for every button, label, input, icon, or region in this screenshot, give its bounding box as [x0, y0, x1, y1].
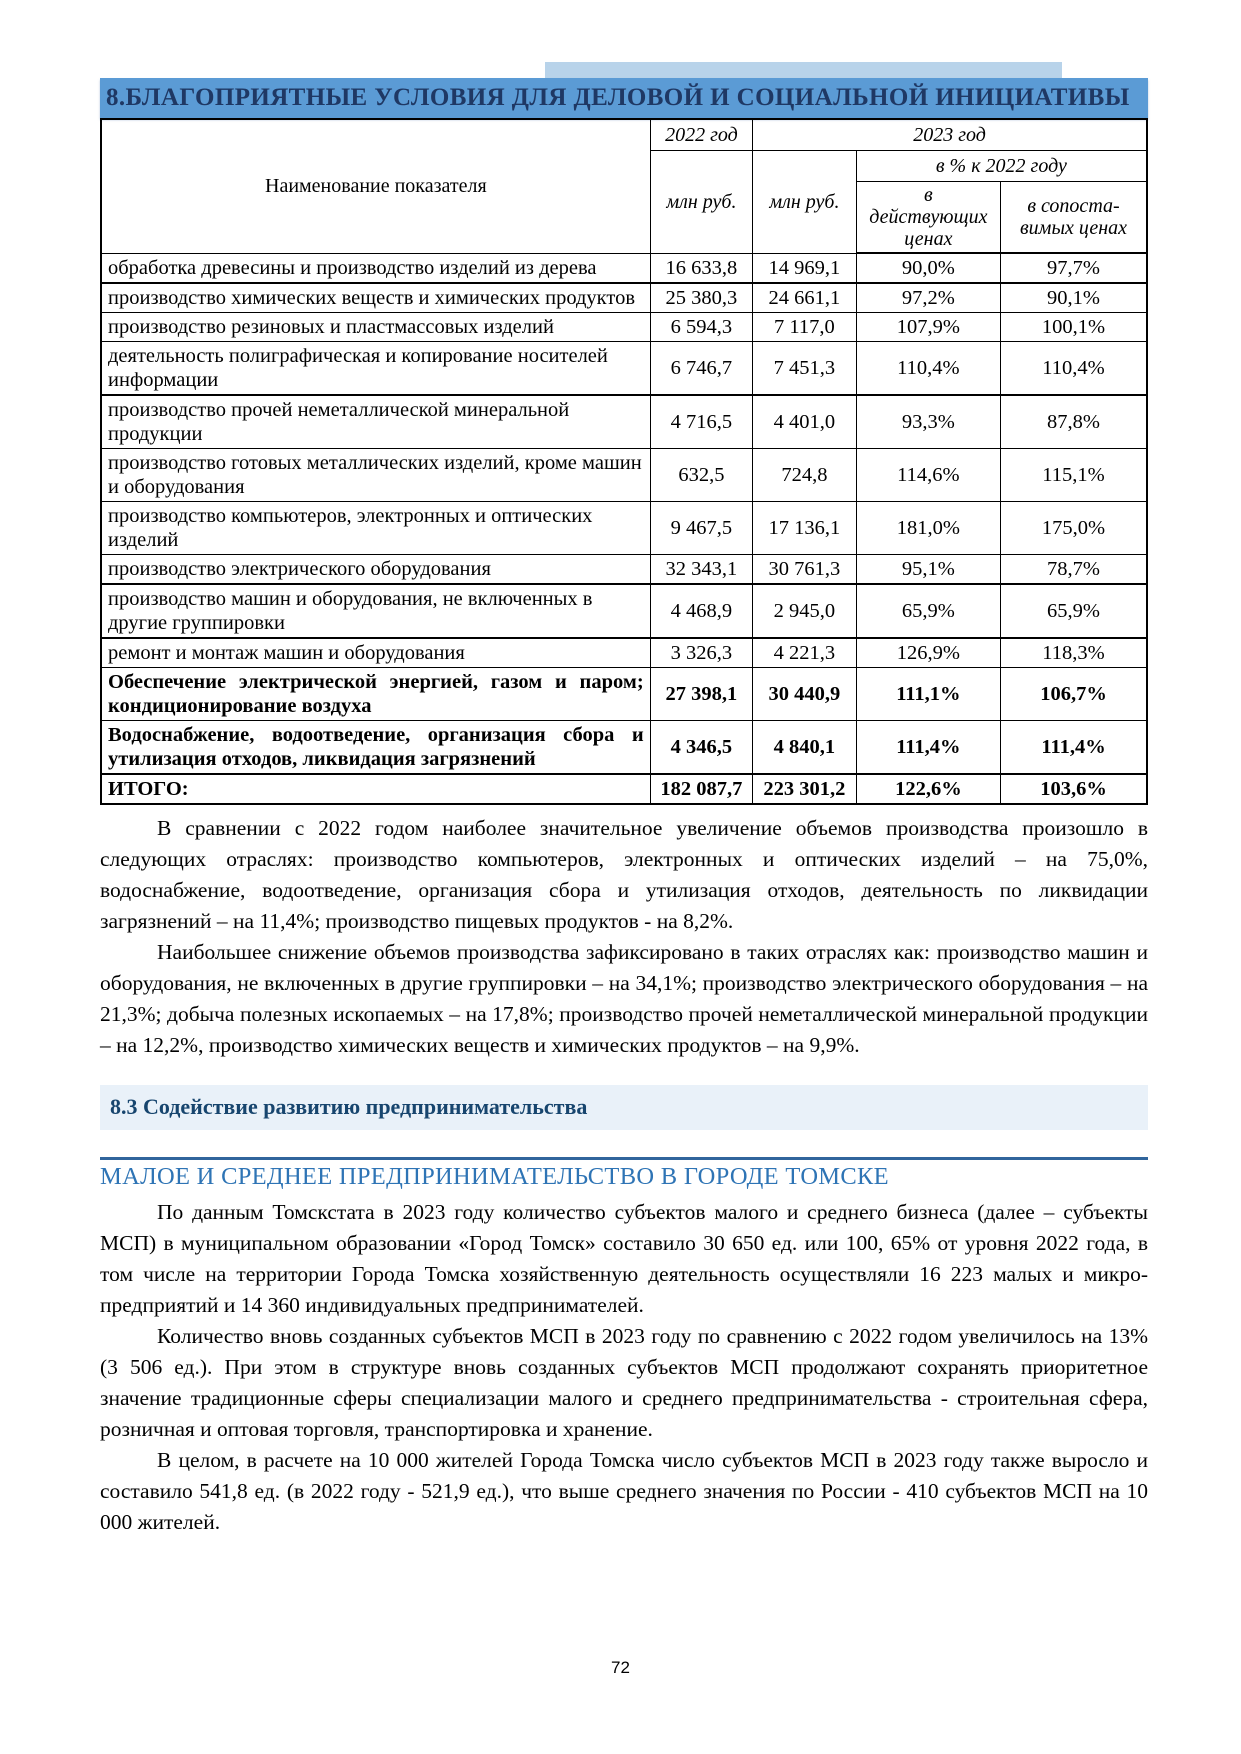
- cell-2022-mln-rub: 6 594,3: [650, 313, 753, 342]
- cell-pct-comparable-prices: 100,1%: [1001, 313, 1147, 342]
- cell-pct-comparable-prices: 65,9%: [1001, 584, 1147, 638]
- chapter-heading: 8.БЛАГОПРИЯТНЫЕ УСЛОВИЯ ДЛЯ ДЕЛОВОЙ И СОЦИАЛЬНОЙ ИНИЦИАТИВЫ: [100, 78, 1148, 118]
- cell-2023-mln-rub: 724,8: [753, 449, 857, 502]
- cell-2023-mln-rub: 24 661,1: [753, 283, 857, 313]
- table-row: [101, 555, 1147, 585]
- table-row: [101, 395, 1147, 449]
- indicators-table: [100, 118, 1148, 805]
- cell-2022-mln-rub: 6 746,7: [650, 342, 753, 396]
- cell-pct-comparable-prices: 110,4%: [1001, 342, 1147, 396]
- cell-indicator-name: Обеспечение электрической энергией, газом и паром; кондиционирование воздуха: [101, 668, 650, 721]
- cell-2023-mln-rub: 17 136,1: [753, 502, 857, 555]
- cell-indicator-name: производство компьютеров, электронных и оптических изделий: [101, 502, 650, 555]
- col-header-name: Наименование показателя: [101, 119, 650, 253]
- table-row: [101, 638, 1147, 668]
- cell-2022-mln-rub: 182 087,7: [650, 774, 753, 804]
- cell-2023-mln-rub: 4 221,3: [753, 638, 857, 668]
- cell-pct-comparable-prices: 97,7%: [1001, 253, 1147, 283]
- table-header: [101, 119, 1147, 253]
- cell-2022-mln-rub: 9 467,5: [650, 502, 753, 555]
- cell-pct-current-prices: 111,1%: [856, 668, 1000, 721]
- cell-pct-comparable-prices: 90,1%: [1001, 283, 1147, 313]
- cell-pct-current-prices: 126,9%: [856, 638, 1000, 668]
- page-number: 72: [611, 1658, 630, 1677]
- paragraph-sme-count: По данным Томскстата в 2023 году количество субъектов малого и среднего бизнеса (далее – субъекты МСП) в муниципальном образовании «Город Томск» составило 30 650 ед. или 100, 65% от уровня 2022 года, в том числе на территории Города Томска хозяйственную деятельность осуществляли 16 223 малых и микро- предприятий и 14 360 индивидуальных предпринимателей.: [100, 1200, 1148, 1317]
- cell-indicator-name: ИТОГО:: [101, 774, 650, 804]
- cell-pct-comparable-prices: 115,1%: [1001, 449, 1147, 502]
- cell-indicator-name: производство резиновых и пластмассовых изделий: [101, 313, 650, 342]
- cell-2022-mln-rub: 3 326,3: [650, 638, 753, 668]
- col-header-year-2023: 2023 год: [753, 119, 1147, 151]
- table-row: [101, 449, 1147, 502]
- cell-indicator-name: деятельность полиграфическая и копирование носителей информации: [101, 342, 650, 396]
- cell-2023-mln-rub: 30 761,3: [753, 555, 857, 585]
- cell-pct-current-prices: 90,0%: [856, 253, 1000, 283]
- cell-2023-mln-rub: 30 440,9: [753, 668, 857, 721]
- cell-pct-current-prices: 181,0%: [856, 502, 1000, 555]
- cell-pct-current-prices: 114,6%: [856, 449, 1000, 502]
- cell-2022-mln-rub: 16 633,8: [650, 253, 753, 283]
- cell-indicator-name: ремонт и монтаж машин и оборудования: [101, 638, 650, 668]
- cell-2023-mln-rub: 7 117,0: [753, 313, 857, 342]
- table-row: [101, 774, 1147, 804]
- cell-2023-mln-rub: 14 969,1: [753, 253, 857, 283]
- cell-pct-current-prices: 97,2%: [856, 283, 1000, 313]
- cell-pct-comparable-prices: 87,8%: [1001, 395, 1147, 449]
- cell-pct-current-prices: 110,4%: [856, 342, 1000, 396]
- cell-indicator-name: обработка древесины и производство изделий из дерева: [101, 253, 650, 283]
- table-body: [101, 253, 1147, 804]
- cell-pct-comparable-prices: 106,7%: [1001, 668, 1147, 721]
- cell-2022-mln-rub: 25 380,3: [650, 283, 753, 313]
- cell-pct-comparable-prices: 103,6%: [1001, 774, 1147, 804]
- col-header-year-2022: 2022 год: [650, 119, 753, 151]
- cell-pct-comparable-prices: 111,4%: [1001, 721, 1147, 775]
- cell-2022-mln-rub: 4 346,5: [650, 721, 753, 775]
- subsection-title-sme: МАЛОЕ И СРЕДНЕЕ ПРЕДПРИНИМАТЕЛЬСТВО В ГОРОДЕ ТОМСКЕ: [100, 1163, 889, 1190]
- cell-indicator-name: производство готовых металлических изделий, кроме машин и оборудования: [101, 449, 650, 502]
- cell-pct-comparable-prices: 118,3%: [1001, 638, 1147, 668]
- table-row: [101, 502, 1147, 555]
- chapter-banner: [100, 62, 1148, 118]
- section-heading-8-3: 8.3 Содействие развитию предпринимательства: [100, 1085, 1148, 1130]
- cell-2023-mln-rub: 223 301,2: [753, 774, 857, 804]
- paragraph-sme-new: Количество вновь созданных субъектов МСП в 2023 году по сравнению с 2022 годом увеличилось на 13% (3 506 ед.). При этом в структуре вновь созданных субъектов МСП продолжают сохранять приоритетное значение традиционные сферы специализации малого и среднего предпринимательства - строительная сфера, розничная и оптовая торговля, транспортировка и хранение.: [100, 1324, 1148, 1441]
- divider-rule: [100, 1157, 1148, 1160]
- col-header-mln-rub-2022: млн руб.: [650, 151, 753, 254]
- col-header-pct-to-2022: в % к 2022 году: [856, 151, 1147, 182]
- cell-2023-mln-rub: 4 401,0: [753, 395, 857, 449]
- table-row: [101, 668, 1147, 721]
- table-row: [101, 313, 1147, 342]
- cell-2022-mln-rub: 632,5: [650, 449, 753, 502]
- cell-2022-mln-rub: 4 716,5: [650, 395, 753, 449]
- cell-pct-current-prices: 65,9%: [856, 584, 1000, 638]
- col-header-current-prices: в действующих ценах: [856, 182, 1000, 254]
- paragraph-sme-per-10000: В целом, в расчете на 10 000 жителей Города Томска число субъектов МСП в 2023 году также выросло и составило 541,8 ед. (в 2022 году - 521,9 ед.), что выше среднего значения по России - 410 субъектов МСП на 10 000 жителей.: [100, 1448, 1148, 1534]
- table-row: [101, 283, 1147, 313]
- cell-pct-comparable-prices: 78,7%: [1001, 555, 1147, 585]
- cell-pct-comparable-prices: 175,0%: [1001, 502, 1147, 555]
- cell-indicator-name: производство электрического оборудования: [101, 555, 650, 585]
- cell-2023-mln-rub: 2 945,0: [753, 584, 857, 638]
- cell-2022-mln-rub: 32 343,1: [650, 555, 753, 585]
- page-content: [100, 62, 1148, 1538]
- cell-2023-mln-rub: 7 451,3: [753, 342, 857, 396]
- paragraph-production-decline: Наибольшее снижение объемов производства зафиксировано в таких отраслях как: производство машин и оборудования, не включенных в другие группировки – на 34,1%; производство электрического оборудования – на 21,3%; добыча полезных ископаемых – на 17,8%; производство прочей неметаллической минеральной продукции – на 12,2%, производство химических веществ и химических продуктов – на 9,9%.: [100, 940, 1148, 1057]
- cell-indicator-name: производство машин и оборудования, не включенных в другие группировки: [101, 584, 650, 638]
- cell-indicator-name: производство химических веществ и химических продуктов: [101, 283, 650, 313]
- cell-pct-current-prices: 107,9%: [856, 313, 1000, 342]
- cell-2022-mln-rub: 27 398,1: [650, 668, 753, 721]
- cell-2023-mln-rub: 4 840,1: [753, 721, 857, 775]
- cell-pct-current-prices: 122,6%: [856, 774, 1000, 804]
- cell-indicator-name: производство прочей неметаллической минеральной продукции: [101, 395, 650, 449]
- paragraph-production-growth: В сравнении с 2022 годом наиболее значительное увеличение объемов производства произошло в следующих отраслях: производство компьютеров, электронных и оптических изделий – на 75,0%, водоснабжение, водоотведение, организация сбора и утилизация отходов, деятельность по ликвидации загрязнений – на 11,4%; производство пищевых продуктов - на 8,2%.: [100, 816, 1148, 933]
- table-row: [101, 721, 1147, 775]
- cell-pct-current-prices: 95,1%: [856, 555, 1000, 585]
- table-row: [101, 253, 1147, 283]
- table-row: [101, 584, 1147, 638]
- col-header-comparable-prices: в сопоста-вимых ценах: [1001, 182, 1147, 254]
- banner-decorative-strip: [545, 62, 1062, 78]
- cell-pct-current-prices: 93,3%: [856, 395, 1000, 449]
- table-header-row-1: [101, 119, 1147, 151]
- cell-pct-current-prices: 111,4%: [856, 721, 1000, 775]
- cell-2022-mln-rub: 4 468,9: [650, 584, 753, 638]
- col-header-mln-rub-2023: млн руб.: [753, 151, 857, 254]
- cell-indicator-name: Водоснабжение, водоотведение, организация сбора и утилизация отходов, ликвидация загрязнений: [101, 721, 650, 775]
- table-row: [101, 342, 1147, 396]
